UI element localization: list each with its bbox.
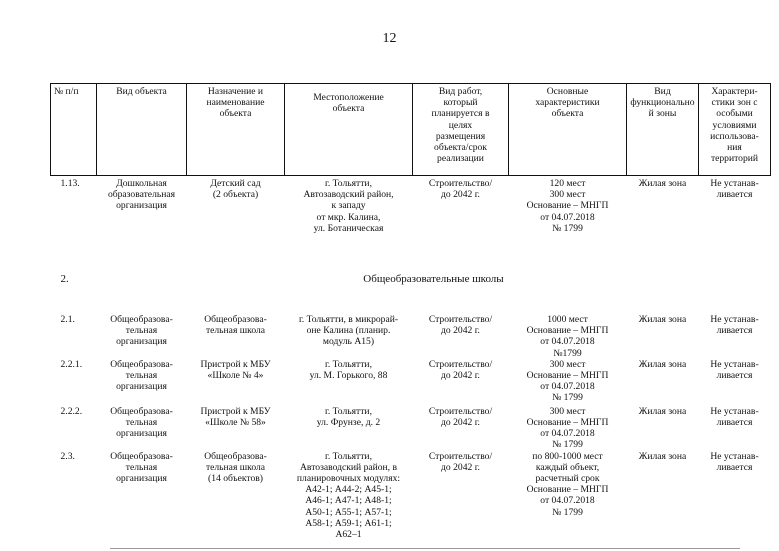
text-line: Основание – МНГП [526,484,609,496]
text-line: ливается [716,189,753,201]
text-line: от 04.07.2018 [540,211,595,223]
table-row [51,359,771,406]
text-line: Пристрой к МБУ [200,358,271,370]
object-type [97,176,187,253]
text-line: г. Тольятти, [325,450,372,462]
text-line: Не устанав- [710,358,759,370]
text-line: планировочных модулях: [296,473,401,485]
text-line: (14 объектов) [208,473,263,485]
text-line: 120 мест [549,178,586,189]
text-line: территорий [710,153,759,165]
text-line: А50-1; А55-1; А57-1; [305,506,392,518]
text-line: Жилая зона [638,450,687,462]
object-location [285,308,413,359]
object-location [285,176,413,253]
text-line: по 800-1000 мест [532,450,603,462]
object-characteristics [509,451,627,541]
text-line: №1799 [553,347,582,359]
text-line: Жилая зона [638,314,687,325]
text-line: Строительство/ [428,358,493,370]
table-header-row [51,84,771,176]
text-line: тельная [125,325,158,337]
text-line: ул. Ботаническая [313,222,384,234]
text-line: от 04.07.2018 [540,495,595,507]
text-line: тельная школа [205,325,266,337]
section-title: Общеобразовательные школы [363,273,504,285]
text-line: до 2042 г. [441,189,480,201]
text-line: организация [116,336,167,348]
text-line: модуль А15) [322,336,375,348]
row-num: 2.2.2. [60,405,83,417]
text-line: объекта [219,108,252,120]
text-line: до 2042 г. [441,370,480,382]
header-num [51,84,97,176]
text-line: ливается [716,417,753,429]
header-works [413,84,509,176]
section-num: 2. [60,273,69,285]
table-row [51,308,771,359]
text-line: до 2042 г. [441,461,480,473]
text-line: ливается [716,370,753,382]
text-line: от 04.07.2018 [540,428,595,440]
object-location [285,451,413,541]
object-zone [627,308,699,359]
text-line: 300 мест [549,189,586,201]
text-line: использова- [710,130,759,142]
text-line: А42-1; А44-2; А45-1; [305,484,392,496]
table-row [51,451,771,541]
header-special-zones [699,84,771,176]
text-line: Строительство/ [428,405,493,417]
object-zone [627,451,699,541]
text-line: условиями [712,119,757,131]
text-line: Общеобразова- [110,405,173,417]
text-line: от 04.07.2018 [540,381,595,393]
text-line: Вид объекта [116,86,167,97]
section-row [51,252,771,308]
text-line: № 1799 [552,506,583,518]
text-line: Не устанав- [710,314,759,325]
text-line: Не устанав- [710,450,759,462]
object-type [97,451,187,541]
text-line: организация [116,428,167,440]
text-line: до 2042 г. [441,325,480,337]
header-purpose [187,84,285,176]
text-line: объекта [332,103,365,115]
text-line: Строительство/ [428,314,493,325]
header-type [97,84,187,176]
text-line: особыми [716,108,753,120]
text-line: 300 мест [549,358,586,370]
text-line: Жилая зона [638,178,687,189]
object-works [413,308,509,359]
text-line: тельная [125,417,158,429]
text-line: объекта [551,108,584,120]
text-line: ул. Фрунзе, д. 2 [316,417,381,429]
text-line: функционально [630,97,695,109]
text-line: Не устанав- [710,405,759,417]
text-line: целях [448,119,473,131]
text-line: Жилая зона [638,358,687,370]
text-line: ния [727,142,742,154]
text-line: Общеобразова- [110,314,173,325]
text-line: Жилая зона [638,405,687,417]
object-works [413,359,509,406]
text-line: Детский сад [210,178,261,189]
object-zone [627,176,699,253]
text-line: Общеобразова- [204,450,267,462]
text-line: Характери- [711,86,758,97]
text-line: 300 мест [549,405,586,417]
text-line: расчетный срок [535,473,600,485]
object-characteristics [509,308,627,359]
text-line: объекта/срок [434,142,487,154]
text-line: Строительство/ [428,178,493,189]
text-line: Назначение и [207,86,264,97]
table-row [51,176,771,253]
text-line: 1000 мест [547,314,588,325]
text-line: Автозаводский район, [303,189,394,201]
text-line: № 1799 [552,439,583,451]
table-row [51,406,771,451]
text-line: Дошкольная [116,178,167,189]
text-line: тельная [125,461,158,473]
row-num: 2.3. [60,450,75,462]
text-line: Основание – МНГП [526,200,609,212]
text-line: А62–1 [335,529,362,541]
text-line: Автозаводский район, в [299,461,398,473]
text-line: № п/п [54,86,79,97]
text-line: Основные [546,86,589,97]
text-line: Основание – МНГП [526,417,609,429]
text-line: наименование [206,97,265,109]
text-line: организация [116,473,167,485]
object-type [97,308,187,359]
text-line: от мкр. Калина, [316,211,381,223]
text-line: размещения [435,130,486,142]
objects-table [50,83,771,540]
text-line: образовательная [107,189,176,201]
text-line: организация [116,200,167,212]
object-works [413,406,509,451]
header-location [285,84,413,176]
text-line: (2 объекта) [212,189,259,201]
text-line: реализации [437,153,484,165]
text-line: «Школе № 58» [205,417,266,429]
text-line: Пристрой к МБУ [200,405,271,417]
text-line: Общеобразова- [110,358,173,370]
object-purpose [187,176,285,253]
object-zone [627,406,699,451]
object-characteristics [509,406,627,451]
object-works [413,451,509,541]
text-line: г. Тольятти, [325,405,372,417]
text-line: А46-1; А47-1; А48-1; [305,495,392,507]
object-zone [627,359,699,406]
object-location [285,406,413,451]
text-line: № 1799 [552,392,583,404]
text-line: тельная [125,370,158,382]
text-line: ливается [716,325,753,337]
object-special-zones [699,308,771,359]
text-line: А58-1; А59-1; А61-1; [305,517,392,529]
text-line: Основание – МНГП [526,325,609,337]
object-special-zones [699,451,771,541]
text-line: Не устанав- [710,178,759,189]
text-line: г. Тольятти, [325,178,372,189]
object-purpose [187,451,285,541]
object-works [413,176,509,253]
object-characteristics [509,359,627,406]
text-line: стики зон с [711,97,758,109]
text-line: г. Тольятти, в микрорай- [298,314,399,325]
object-special-zones [699,406,771,451]
text-line: № 1799 [552,222,583,234]
text-line: который [443,97,478,109]
text-line: Общеобразова- [204,314,267,325]
text-line: «Школе № 4» [207,370,264,382]
object-characteristics [509,176,627,253]
text-line: г. Тольятти, [325,358,372,370]
text-line: ул. М. Горького, 88 [309,370,388,382]
header-characteristics [509,84,627,176]
text-line: Основание – МНГП [526,370,609,382]
text-line: Вид [654,86,671,97]
text-line: Общеобразова- [110,450,173,462]
object-purpose [187,406,285,451]
text-line: тельная школа [205,461,266,473]
object-purpose [187,359,285,406]
object-purpose [187,308,285,359]
text-line: й зоны [648,108,677,120]
text-line: Вид работ, [438,86,483,97]
text-line: ливается [716,461,753,473]
text-line: до 2042 г. [441,417,480,429]
object-type [97,406,187,451]
row-num: 1.13. [60,178,80,189]
text-line: оне Калина (планир. [306,325,391,337]
bottom-divider [110,548,740,549]
object-special-zones [699,176,771,253]
object-type [97,359,187,406]
text-line: к западу [331,200,366,212]
row-num: 2.2.1. [60,358,83,370]
header-zone [627,84,699,176]
text-line: организация [116,381,167,393]
row-num: 2.1. [60,314,75,325]
text-line: Строительство/ [428,450,493,462]
text-line: планируется в [431,108,490,120]
page-number: 12 [382,31,397,46]
object-location [285,359,413,406]
object-special-zones [699,359,771,406]
text-line: Местоположение [313,92,384,103]
text-line: от 04.07.2018 [540,336,595,348]
text-line: характеристики [535,97,600,109]
text-line: каждый объект, [535,461,600,473]
